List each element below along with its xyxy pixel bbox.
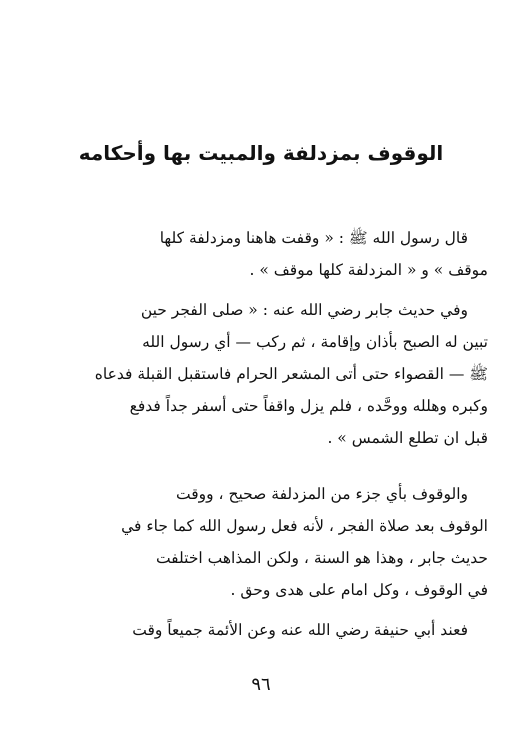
text-line: وفي حديث جابر رضي الله عنه : « صلى الفجر حين bbox=[140, 301, 468, 319]
paragraph-2 bbox=[34, 294, 488, 454]
paragraph-1 bbox=[34, 222, 488, 286]
text-line: تبين له الصبح بأذان وإقامة ، ثم ركب — أي رسول الله bbox=[142, 333, 488, 351]
page-number: ٩٦ bbox=[251, 674, 271, 695]
text-line: ﷺ — القصواء حتى أتى المشعر الحرام فاستقبل القبلة فدعاه bbox=[94, 365, 488, 383]
text-line: قبل ان تطلع الشمس » . bbox=[327, 429, 488, 447]
text-line: قال رسول الله ﷺ : « وقفت هاهنا ومزدلفة كلها bbox=[159, 229, 468, 247]
paragraph-3 bbox=[34, 478, 488, 606]
text-line: وكبره وهلله ووحَّده ، فلم يزل واقفاً حتى أسفر جداً فدفع bbox=[129, 397, 488, 415]
text-line: الوقوف بعد صلاة الفجر ، لأنه فعل رسول الله كما جاء في bbox=[121, 517, 488, 535]
text-line: والوقوف بأي جزء من المزدلفة صحيح ، ووقت bbox=[176, 485, 468, 503]
text-line: حديث جابر ، وهذا هو السنة ، ولكن المذاهب اختلفت bbox=[155, 549, 488, 567]
section-title: الوقوف بمزدلفة والمبيت بها وأحكامه bbox=[78, 141, 444, 165]
text-line: فعند أبي حنيفة رضي الله عنه وعن الأئمة جميعاً وقت bbox=[132, 621, 468, 639]
text-line: موقف » و « المزدلفة كلها موقف » . bbox=[249, 261, 488, 279]
paragraph-4 bbox=[34, 614, 488, 646]
text-line: في الوقوف ، وكل امام على هدى وحق . bbox=[230, 581, 488, 599]
